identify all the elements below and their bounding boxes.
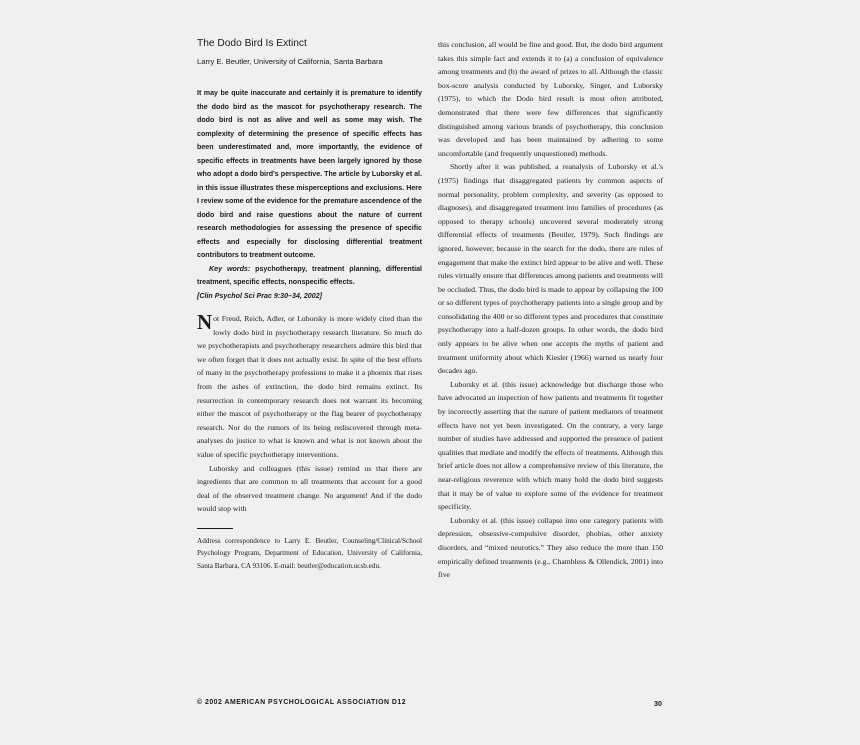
keywords bbox=[197, 263, 422, 290]
citation: [Clin Psychol Sci Prac 9:30–34, 2002] bbox=[197, 291, 322, 300]
keywords-list: psychotherapy, treatment planning, differential treatment, specific effects, nonspecific effects. bbox=[197, 264, 422, 286]
article-author: Larry E. Beutler, University of California, Santa Barbara bbox=[197, 57, 383, 66]
page-number: 30 bbox=[654, 699, 662, 708]
left-body bbox=[197, 312, 422, 516]
abstract: It may be quite inaccurate and certainly it is premature to identify the dodo bird as the mascot for psychotherapy research. The dodo bird is not as alive and well as some may wish. The complexity of determining the presence of specific effects has been underestimated and, more importantly, the evidence of specific effects in treatments have been largely ignored by those who adopt a dodo bird's perspective. The article by Luborsky et al. in this issue illustrates these misperceptions and exclusions. Here I review some of the evidence for the premature ascendence of the dodo bird and raise questions about the nature of current research methodologies for assessing the presence of specific effects and especially for disclosing differential treatment contributors to treatment outcome. bbox=[197, 89, 422, 259]
right-paragraph-3: Luborsky et al. (this issue) acknowledge but discharge those who have advocated an inspection of how patients and treatments fit together by incorrectly asserting that the nature of patient mediators of treatment effects have not yet been investigated. On the contrary, a very large number of studies have addressed and supported the presence of patient qualities that mediate and modify the effects of treatments. Although this brief article does not allow a comprehensive review of this literature, the near-religious reverence with which many hold the dodo bird suggests that it may be of value to explore some of the evidence for treatment specificity. bbox=[438, 379, 663, 512]
right-paragraph-4: Luborsky et al. (this issue) collapse into one category patients with depression, obsessive-compulsive disorder, phobias, other anxiety disorders, and “mixed neurotics.” They also reduce the more than 150 empirically defined treatments (e.g., Chambless & Ollendick, 2001) into five bbox=[438, 515, 663, 580]
right-paragraph-2: Shortly after it was published, a reanalysis of Luborsky et al.'s (1975) findings that disaggregated patients by common aspects of normal personality, problem complexity, and severity (as opposed to diagnoses), and disaggregated treatment into families of procedures (as opposed to therapy schools) uncovered several moderately strong differential effects of treatments (Beutler, 1979). Such findings are ignored, however, because in the search for the dodo, there are rules of engagement that make the extinct bird appear to be alive and well. These rules virtually ensure that differences among patients and treatments will be occluded. Thus, the dodo bird is made to appear by collapsing the 100 or so different types of psychotherapy patients into a single group and by consolidating the 400 or so different types and procedures that constitute psychotherapy into a half-dozen groups. In other words, the dodo bird only appears to be alive when one accepts the myths of patient and treatment uniformity about which Kiesler (1966) warned us nearly four decades ago. bbox=[438, 162, 663, 376]
left-paragraph-1 bbox=[197, 312, 422, 462]
left-paragraph-2: Luborsky and colleagues (this issue) remind us that there are ingredients that are common to all treatments that account for a good deal of the observed treatment change. No argument! And if the dodo would stop with bbox=[197, 463, 422, 514]
footer-copyright: © 2002 AMERICAN PSYCHOLOGICAL ASSOCIATION D12 bbox=[197, 699, 407, 706]
footnote-rule bbox=[197, 528, 233, 529]
footnote: Address correspondence to Larry E. Beutler, Counseling/Clinical/School Psychology Program, Department of Education, University of California, Santa Barbara, CA 93106. E-mail: beutler@education.ucsb.edu. bbox=[197, 536, 422, 570]
left-column bbox=[197, 38, 422, 572]
right-paragraph-1: this conclusion, all would be fine and good. But, the dodo bird argument takes this simple fact and extends it to (a) a conclusion of equivalence among treatments and (b) the award of prizes to all. Although the classic box-score analysis conducted by Luborsky, Singer, and Luborsky (1975), to which the Dodo bird result is most often attributed, demonstrated that there were few differences that significantly distinguished among various brands of psychotherapy, this conclusion was developed and has been maintained by adhering to some uncomfortable (and frequently unquestioned) methods. bbox=[438, 40, 663, 158]
left-paragraph-1-text: ot Freud, Reich, Adler, or Luborsky is more widely cited than the lowly dodo bird in psychotherapy research literature. So much do we psychotherapists and psychotherapy researchers admire this bird that we often forget that it does not actually exist. In spite of the best efforts of many in the psychotherapy professions to make it a phoenix that rises from the ashes of extinction, the dodo bird remains extinct. Its resurrection in contemporary research does not warrant its becoming either the mascot of psychotherapy or the flag bearer of psychotherapy research. Nor do the rumors of its being rediscovered through meta-analyses do justice to what is known and what is not known about the value of specific psychotherapy interventions. bbox=[197, 314, 422, 459]
article-title: The Dodo Bird Is Extinct bbox=[197, 38, 307, 49]
right-column bbox=[438, 38, 663, 582]
drop-cap: N bbox=[197, 310, 213, 334]
keywords-label: Key words: bbox=[209, 264, 251, 273]
